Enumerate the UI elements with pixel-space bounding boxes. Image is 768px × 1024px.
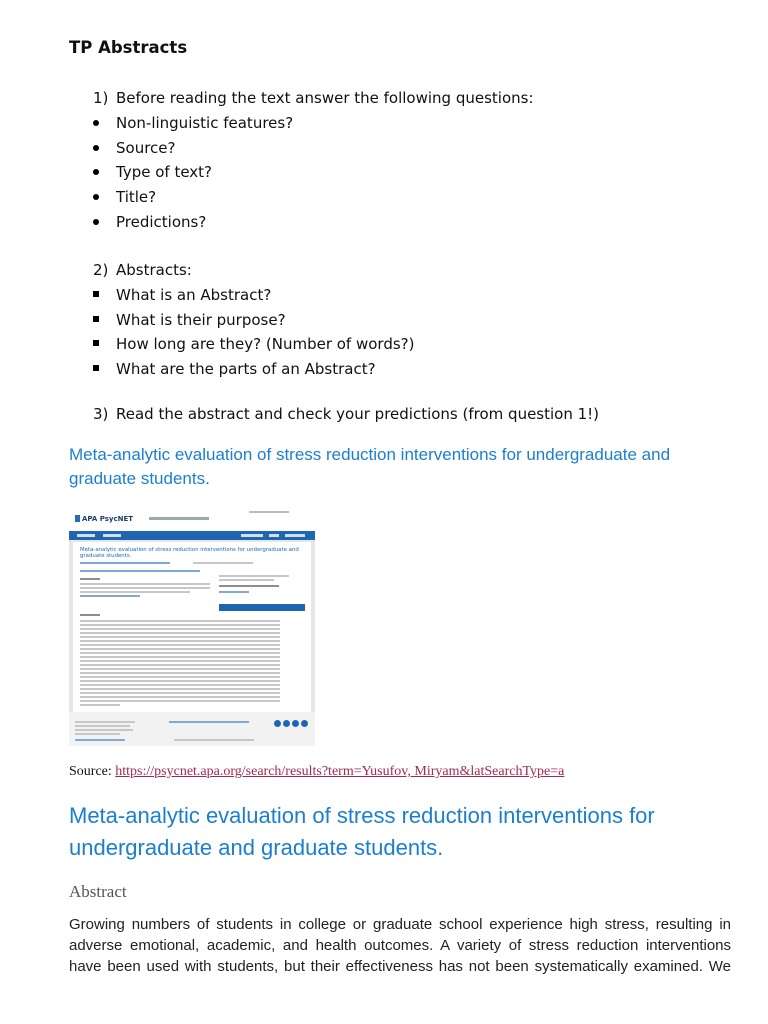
psycnet-screenshot-image [69,508,315,746]
social-icon [301,720,308,727]
list-item: Non-linguistic features? [93,111,534,136]
question-1-number: 1) [93,89,109,107]
thumb-top-links [249,511,289,513]
square-bullet-icon [93,291,99,297]
abstract-line: adverse emotional, academic, and health outcomes. A variety of stress reduction interventions [69,937,731,954]
social-icon [283,720,290,727]
square-bullet-icon [93,340,99,346]
list-item: What is their purpose? [93,308,414,333]
thumb-journal-box [219,575,305,601]
thumb-footer [69,712,315,746]
square-bullet-icon [93,316,99,322]
question-3 [93,402,599,427]
thumb-logo: APA PsycNET [75,515,133,523]
bullet-icon [93,194,99,200]
thumb-record-title: Meta-analytic evaluation of stress reduction interventions for undergraduate and graduate students. [80,547,299,559]
list-item: What is an Abstract? [93,283,414,308]
question-1 [93,86,534,235]
thumb-record-card [73,542,311,712]
question-2 [93,258,414,382]
list-item: Predictions? [93,210,534,235]
abstract-heading: Abstract [69,882,127,901]
document-title: TP Abstracts [69,38,188,57]
thumb-nav-item [285,534,305,537]
list-item: How long are they? (Number of words?) [93,332,414,357]
list-item: Title? [93,185,534,210]
social-icon [292,720,299,727]
question-3-number: 3) [93,405,109,423]
question-1-text: Before reading the text answer the following questions: [116,89,534,107]
bullet-icon [93,219,99,225]
thumb-nav-item [269,534,279,537]
thumb-nav-item [103,534,121,537]
abstract-text [69,914,731,977]
article-title-small: Meta-analytic evaluation of stress reduction interventions for undergraduate and graduate students. [69,445,671,488]
list-item: Source? [93,136,534,161]
source-label: Source: [69,764,112,779]
bullet-icon [93,145,99,151]
apa-logo-icon [75,515,80,522]
question-2-number: 2) [93,261,109,279]
bullet-icon [93,169,99,175]
thumb-nav-item [77,534,95,537]
source-line [69,764,564,780]
question-3-text: Read the abstract and check your predictions (from question 1!) [116,405,600,423]
bullet-icon [93,120,99,126]
social-icon [274,720,281,727]
abstract-line: have been used with students, but their effectiveness has not been systematically examined. We [69,958,731,975]
source-link[interactable]: https://psycnet.apa.org/search/results?term=Yusufov, Miryam&latSearchType=a [115,764,565,779]
list-item: What are the parts of an Abstract? [93,357,414,382]
abstract-line: Growing numbers of students in college or graduate school experience high stress, resulting in [69,916,731,933]
article-title-large: Meta-analytic evaluation of stress reduction interventions for undergraduate and graduate students. [69,803,655,860]
square-bullet-icon [93,365,99,371]
list-item: Type of text? [93,160,534,185]
thumb-purchase-button [219,604,305,611]
thumb-nav-item [241,534,263,537]
question-2-text: Abstracts: [116,261,192,279]
thumb-apa-banner [149,517,209,520]
